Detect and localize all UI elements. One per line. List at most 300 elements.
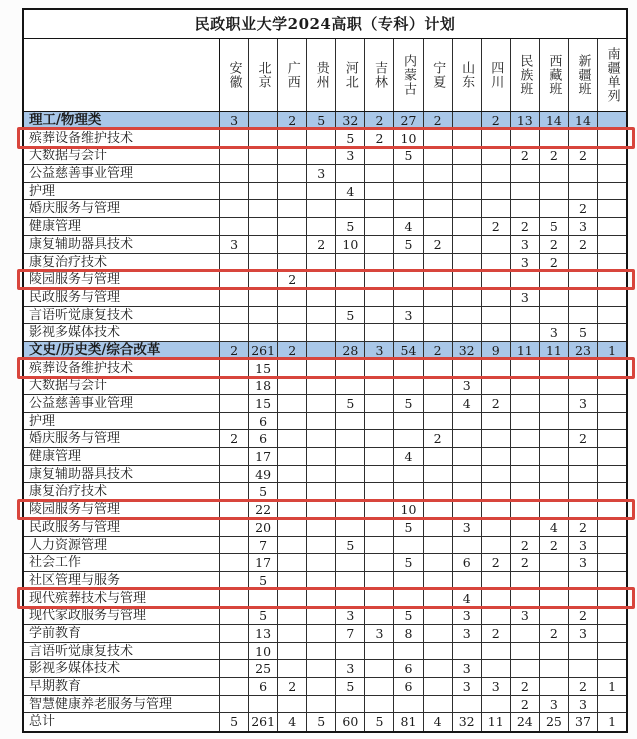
cell-value (540, 130, 569, 147)
cell-value: 1 (608, 714, 617, 730)
cell-value (278, 430, 307, 447)
cell-value (424, 696, 453, 713)
cell-value (453, 254, 482, 271)
cell-value: 3 (336, 660, 365, 677)
cell-value (424, 537, 453, 554)
cell-value (511, 483, 540, 500)
cell-value: 2 (307, 236, 336, 253)
row-label: 婚庆服务与管理 (24, 200, 220, 217)
cell-value (278, 501, 307, 518)
cell-value (424, 271, 453, 288)
cell-value: 10 (394, 501, 423, 518)
cell-value (598, 377, 626, 394)
cell-value (278, 165, 307, 182)
cell-value (365, 200, 394, 217)
cell-value (598, 501, 626, 518)
cell-value (365, 643, 394, 660)
cell-value (278, 147, 307, 164)
cell-value (540, 643, 569, 660)
cell-value (453, 696, 482, 713)
cell-value (307, 254, 336, 271)
cell-value (540, 607, 569, 624)
cell-value (598, 112, 626, 129)
table-row (24, 590, 626, 608)
cell-value (453, 483, 482, 500)
cell-value (365, 590, 394, 607)
cell-value: 22 (249, 501, 278, 518)
cell-value (598, 254, 626, 271)
cell-value (598, 572, 626, 589)
cell-value: 5 (249, 607, 278, 624)
table-row (24, 430, 626, 448)
cell-value (307, 678, 336, 695)
cell-value (540, 483, 569, 500)
section-row (24, 342, 626, 360)
cell-value (220, 360, 249, 377)
cell-value (220, 625, 249, 642)
cell-value (482, 696, 511, 713)
row-label: 现代殡葬技术与管理 (24, 590, 220, 607)
cell-value: 5 (365, 713, 394, 731)
cell-value (220, 678, 249, 695)
cell-value: 3 (220, 236, 249, 253)
cell-value: 2 (278, 112, 307, 129)
cell-value: 3 (453, 660, 482, 677)
cell-value: 261 (249, 342, 278, 359)
cell-value: 3 (336, 147, 365, 164)
column-header: 新疆班 (569, 39, 598, 111)
cell-value: 6 (394, 660, 423, 677)
row-label: 大数据与会计 (24, 147, 220, 164)
cell-value (482, 607, 511, 624)
cell-value: 2 (569, 200, 598, 217)
cell-value: 2 (511, 218, 540, 235)
cell-value (424, 448, 453, 465)
cell-value: 2 (424, 112, 453, 129)
cell-value (249, 590, 278, 607)
cell-value (336, 360, 365, 377)
cell-value (540, 430, 569, 447)
column-header: 河北 (336, 39, 365, 111)
cell-value: 5 (249, 572, 278, 589)
cell-value (511, 271, 540, 288)
table-row (24, 254, 626, 272)
cell-value: 2 (511, 678, 540, 695)
column-header: 西藏班 (540, 39, 569, 111)
cell-value (511, 572, 540, 589)
row-label: 早期教育 (24, 678, 220, 695)
row-label: 社区管理与服务 (24, 572, 220, 589)
cell-value: 5 (220, 713, 249, 731)
cell-value (307, 130, 336, 147)
cell-value: 5 (394, 147, 423, 164)
cell-value (394, 183, 423, 200)
cell-value: 1 (608, 342, 617, 358)
cell-value (540, 377, 569, 394)
table-row (24, 625, 626, 643)
header-row (24, 39, 626, 112)
cell-value (278, 324, 307, 341)
cell-value (307, 501, 336, 518)
table-row (24, 643, 626, 661)
cell-value (598, 590, 626, 607)
cell-value: 10 (394, 130, 423, 147)
cell-value: 32 (453, 342, 482, 359)
cell-value: 2 (365, 112, 394, 129)
cell-value: 7 (336, 625, 365, 642)
column-header: 广西 (278, 39, 307, 111)
row-label: 言语听觉康复技术 (24, 643, 220, 660)
cell-value (453, 165, 482, 182)
row-label: 理工/物理类 (24, 112, 220, 129)
cell-value (453, 448, 482, 465)
row-label: 学前教育 (24, 625, 220, 642)
cell-value: 3 (569, 218, 598, 235)
cell-value (278, 377, 307, 394)
cell-value: 2 (540, 537, 569, 554)
cell-value: 5 (249, 483, 278, 500)
cell-value (482, 519, 511, 536)
cell-value (220, 554, 249, 571)
cell-value (249, 324, 278, 341)
cell-value: 37 (569, 713, 598, 731)
row-label: 殡葬设备维护技术 (24, 130, 220, 147)
cell-value: 13 (511, 112, 540, 129)
cell-value (220, 519, 249, 536)
cell-value (511, 590, 540, 607)
cell-value (365, 360, 394, 377)
cell-value (511, 183, 540, 200)
cell-value: 5 (394, 395, 423, 412)
cell-value: 3 (453, 678, 482, 695)
row-label: 陵园服务与管理 (24, 501, 220, 518)
cell-value: 14 (569, 112, 598, 129)
row-label: 民政服务与管理 (24, 519, 220, 536)
cell-value (424, 360, 453, 377)
cell-value (540, 360, 569, 377)
cell-value (336, 590, 365, 607)
cell-value (394, 289, 423, 306)
cell-value (453, 430, 482, 447)
cell-value (394, 377, 423, 394)
cell-value: 5 (307, 112, 336, 129)
cell-value (540, 572, 569, 589)
cell-value (598, 430, 626, 447)
cell-value (453, 271, 482, 288)
cell-value (278, 307, 307, 324)
cell-value (511, 200, 540, 217)
cell-value (249, 218, 278, 235)
cell-value (365, 218, 394, 235)
cell-value: 3 (569, 696, 598, 713)
cell-value (307, 271, 336, 288)
cell-value: 5 (540, 218, 569, 235)
cell-value: 17 (249, 448, 278, 465)
cell-value (394, 572, 423, 589)
cell-value: 13 (249, 625, 278, 642)
table-row (24, 448, 626, 466)
cell-value: 54 (394, 342, 423, 359)
cell-value (569, 360, 598, 377)
cell-value (598, 183, 626, 200)
cell-value (307, 660, 336, 677)
column-header: 山东 (453, 39, 482, 111)
row-label: 康复辅助器具技术 (24, 466, 220, 483)
table-row (24, 483, 626, 501)
cell-value (453, 307, 482, 324)
cell-value (307, 200, 336, 217)
cell-value (569, 413, 598, 430)
row-label: 陵园服务与管理 (24, 271, 220, 288)
cell-value (394, 413, 423, 430)
cell-value (307, 590, 336, 607)
cell-value: 3 (569, 625, 598, 642)
cell-value (482, 572, 511, 589)
cell-value: 8 (394, 625, 423, 642)
cell-value: 5 (336, 537, 365, 554)
column-header: 内蒙古 (394, 39, 423, 111)
cell-value (569, 165, 598, 182)
cell-value (278, 413, 307, 430)
cell-value: 1 (608, 679, 617, 694)
cell-value (394, 165, 423, 182)
cell-value: 81 (394, 713, 423, 731)
cell-value: 11 (540, 342, 569, 359)
cell-value (307, 342, 336, 359)
cell-value (278, 395, 307, 412)
cell-value (598, 147, 626, 164)
cell-value (365, 183, 394, 200)
cell-value (307, 289, 336, 306)
cell-value: 49 (249, 466, 278, 483)
cell-value (307, 519, 336, 536)
cell-value (569, 483, 598, 500)
cell-value: 2 (482, 625, 511, 642)
cell-value (220, 466, 249, 483)
cell-value: 261 (249, 713, 278, 731)
cell-value (540, 466, 569, 483)
cell-value (540, 165, 569, 182)
cell-value: 2 (424, 236, 453, 253)
cell-value (394, 324, 423, 341)
cell-value (511, 324, 540, 341)
cell-value (220, 590, 249, 607)
cell-value (424, 289, 453, 306)
row-label: 公益慈善事业管理 (24, 165, 220, 182)
cell-value (220, 200, 249, 217)
cell-value (511, 448, 540, 465)
cell-value (336, 254, 365, 271)
cell-value (598, 660, 626, 677)
cell-value (278, 200, 307, 217)
cell-value (307, 430, 336, 447)
cell-value (220, 289, 249, 306)
cell-value (220, 165, 249, 182)
cell-value (365, 236, 394, 253)
cell-value (598, 324, 626, 341)
cell-value (598, 218, 626, 235)
cell-value: 3 (394, 307, 423, 324)
cell-value (220, 572, 249, 589)
cell-value (278, 448, 307, 465)
table-row (24, 165, 626, 183)
cell-value: 4 (453, 395, 482, 412)
cell-value: 20 (249, 519, 278, 536)
cell-value (394, 696, 423, 713)
cell-value: 2 (424, 430, 453, 447)
cell-value (365, 271, 394, 288)
row-label: 现代家政服务与管理 (24, 607, 220, 624)
table-row (24, 466, 626, 484)
cell-value (598, 395, 626, 412)
cell-value (598, 448, 626, 465)
column-header: 吉林 (365, 39, 394, 111)
cell-value (424, 660, 453, 677)
cell-value (220, 607, 249, 624)
table-row (24, 360, 626, 378)
cell-value (569, 183, 598, 200)
cell-value (307, 537, 336, 554)
cell-value: 5 (394, 236, 423, 253)
cell-value (540, 678, 569, 695)
cell-value (424, 590, 453, 607)
table-row (24, 537, 626, 555)
cell-value: 14 (540, 112, 569, 129)
cell-value: 5 (569, 324, 598, 341)
cell-value (365, 660, 394, 677)
cell-value: 11 (511, 342, 540, 359)
cell-value: 6 (453, 554, 482, 571)
cell-value (336, 289, 365, 306)
cell-value (424, 554, 453, 571)
column-header: 宁夏 (424, 39, 453, 111)
table-row (24, 607, 626, 625)
cell-value: 3 (511, 236, 540, 253)
table-row (24, 183, 626, 201)
cell-value: 4 (394, 448, 423, 465)
cell-value: 4 (453, 590, 482, 607)
cell-value (336, 377, 365, 394)
cell-value (482, 307, 511, 324)
cell-value (482, 165, 511, 182)
cell-value (540, 554, 569, 571)
cell-value (394, 430, 423, 447)
column-header: 安徽 (220, 39, 249, 111)
cell-value: 18 (249, 377, 278, 394)
cell-value: 32 (336, 112, 365, 129)
cell-value (365, 448, 394, 465)
cell-value (307, 360, 336, 377)
cell-value (540, 501, 569, 518)
cell-value (598, 537, 626, 554)
table-row (24, 130, 626, 148)
cell-value (540, 590, 569, 607)
cell-value (453, 130, 482, 147)
cell-value (598, 307, 626, 324)
cell-value (336, 466, 365, 483)
cell-value: 2 (424, 342, 453, 359)
cell-value (424, 130, 453, 147)
cell-value (278, 537, 307, 554)
cell-value (220, 147, 249, 164)
table-row (24, 236, 626, 254)
row-label: 社会工作 (24, 554, 220, 571)
cell-value: 3 (365, 625, 394, 642)
cell-value (278, 643, 307, 660)
cell-value (220, 271, 249, 288)
cell-value: 2 (511, 696, 540, 713)
cell-value (278, 660, 307, 677)
cell-value (511, 377, 540, 394)
table-row (24, 147, 626, 165)
cell-value (482, 183, 511, 200)
cell-value (482, 466, 511, 483)
cell-value (424, 200, 453, 217)
cell-value (220, 483, 249, 500)
cell-value (394, 466, 423, 483)
cell-value (278, 483, 307, 500)
cell-value: 15 (249, 395, 278, 412)
cell-value (511, 660, 540, 677)
table-row (24, 678, 626, 696)
cell-value: 2 (569, 519, 598, 536)
cell-value (598, 130, 626, 147)
row-label: 智慧健康养老服务与管理 (24, 696, 220, 713)
cell-value (482, 501, 511, 518)
cell-value (365, 607, 394, 624)
cell-value (453, 236, 482, 253)
cell-value (424, 678, 453, 695)
cell-value (482, 147, 511, 164)
cell-value (482, 448, 511, 465)
cell-value (307, 625, 336, 642)
cell-value: 3 (453, 607, 482, 624)
cell-value (336, 554, 365, 571)
cell-value (307, 554, 336, 571)
cell-value (336, 519, 365, 536)
cell-value (598, 200, 626, 217)
cell-value (220, 501, 249, 518)
cell-value (598, 360, 626, 377)
cell-value (278, 289, 307, 306)
cell-value: 3 (511, 607, 540, 624)
cell-value (482, 430, 511, 447)
cell-value (482, 660, 511, 677)
cell-value: 32 (453, 713, 482, 731)
cell-value: 60 (336, 713, 365, 731)
cell-value: 4 (336, 183, 365, 200)
cell-value (336, 271, 365, 288)
cell-value (424, 466, 453, 483)
cell-value: 2 (540, 625, 569, 642)
cell-value (511, 395, 540, 412)
cell-value: 23 (569, 342, 598, 359)
cell-value (424, 165, 453, 182)
cell-value (365, 165, 394, 182)
cell-value (220, 130, 249, 147)
cell-value (249, 307, 278, 324)
cell-value (365, 289, 394, 306)
cell-value (394, 483, 423, 500)
cell-value (482, 200, 511, 217)
row-label: 婚庆服务与管理 (24, 430, 220, 447)
cell-value (540, 200, 569, 217)
cell-value (307, 183, 336, 200)
cell-value (278, 625, 307, 642)
cell-value: 2 (482, 554, 511, 571)
cell-value: 2 (278, 271, 307, 288)
cell-value (249, 696, 278, 713)
